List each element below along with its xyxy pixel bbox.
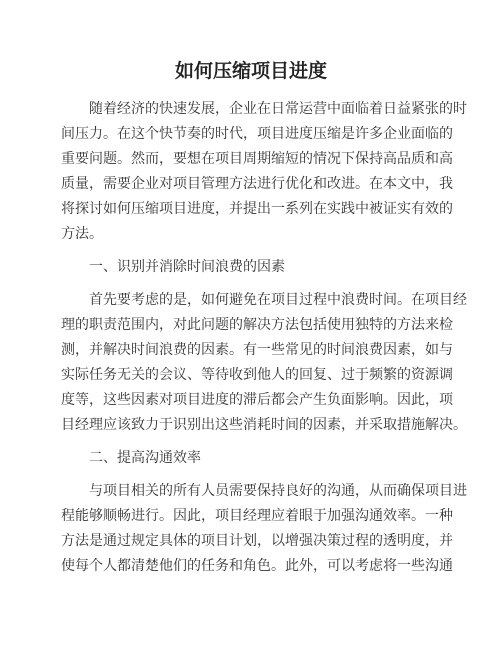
section1-line: 度等，这些因素对项目进度的滞后都会产生负面影响。因此，项: [61, 392, 453, 408]
section2-line: 与项目相关的所有人员需要保持良好的沟通，从而确保项目进: [89, 483, 467, 499]
section2-line: 使每个人都清楚他们的任务和角色。此外，可以考虑将一些沟通: [61, 558, 453, 574]
section-heading: 二、提高沟通效率: [89, 450, 201, 466]
document-title: 如何压缩项目进度: [174, 60, 327, 82]
section-heading: 一、识别并消除时间浪费的因素: [89, 259, 285, 275]
section2-line: 方法是通过规定具体的项目计划，以增强决策过程的透明度，并: [61, 533, 453, 549]
section1-line: 实际任务无关的会议、等待收到他人的回复、过于频繁的资源调: [61, 367, 453, 383]
intro-line: 方法。: [61, 226, 103, 242]
section1-line: 理的职责范围内，对此问题的解决方法包括使用独特的方法来检: [61, 317, 453, 333]
section1-line: 测，并解决时间浪费的因素。有一些常见的时间浪费因素，如与: [61, 342, 453, 358]
intro-line: 将探讨如何压缩项目进度，并提出一系列在实践中被证实有效的: [61, 201, 453, 217]
intro-line: 随着经济的快速发展，企业在日常运营中面临着日益紧张的时: [89, 101, 467, 117]
intro-line: 质量，需要企业对项目管理方法进行优化和改进。在本文中，我: [61, 176, 453, 192]
section1-line: 目经理应该致力于识别出这些消耗时间的因素，并采取措施解决。: [61, 417, 467, 433]
intro-line: 间压力。在这个快节奏的时代，项目进度压缩是许多企业面临的: [61, 126, 453, 142]
section2-line: 程能够顺畅进行。因此，项目经理应着眼于加强沟通效率。一种: [61, 508, 453, 524]
intro-line: 重要问题。然而，要想在项目周期缩短的情况下保持高品质和高: [61, 151, 453, 167]
section1-line: 首先要考虑的是，如何避免在项目过程中浪费时间。在项目经: [89, 292, 467, 308]
